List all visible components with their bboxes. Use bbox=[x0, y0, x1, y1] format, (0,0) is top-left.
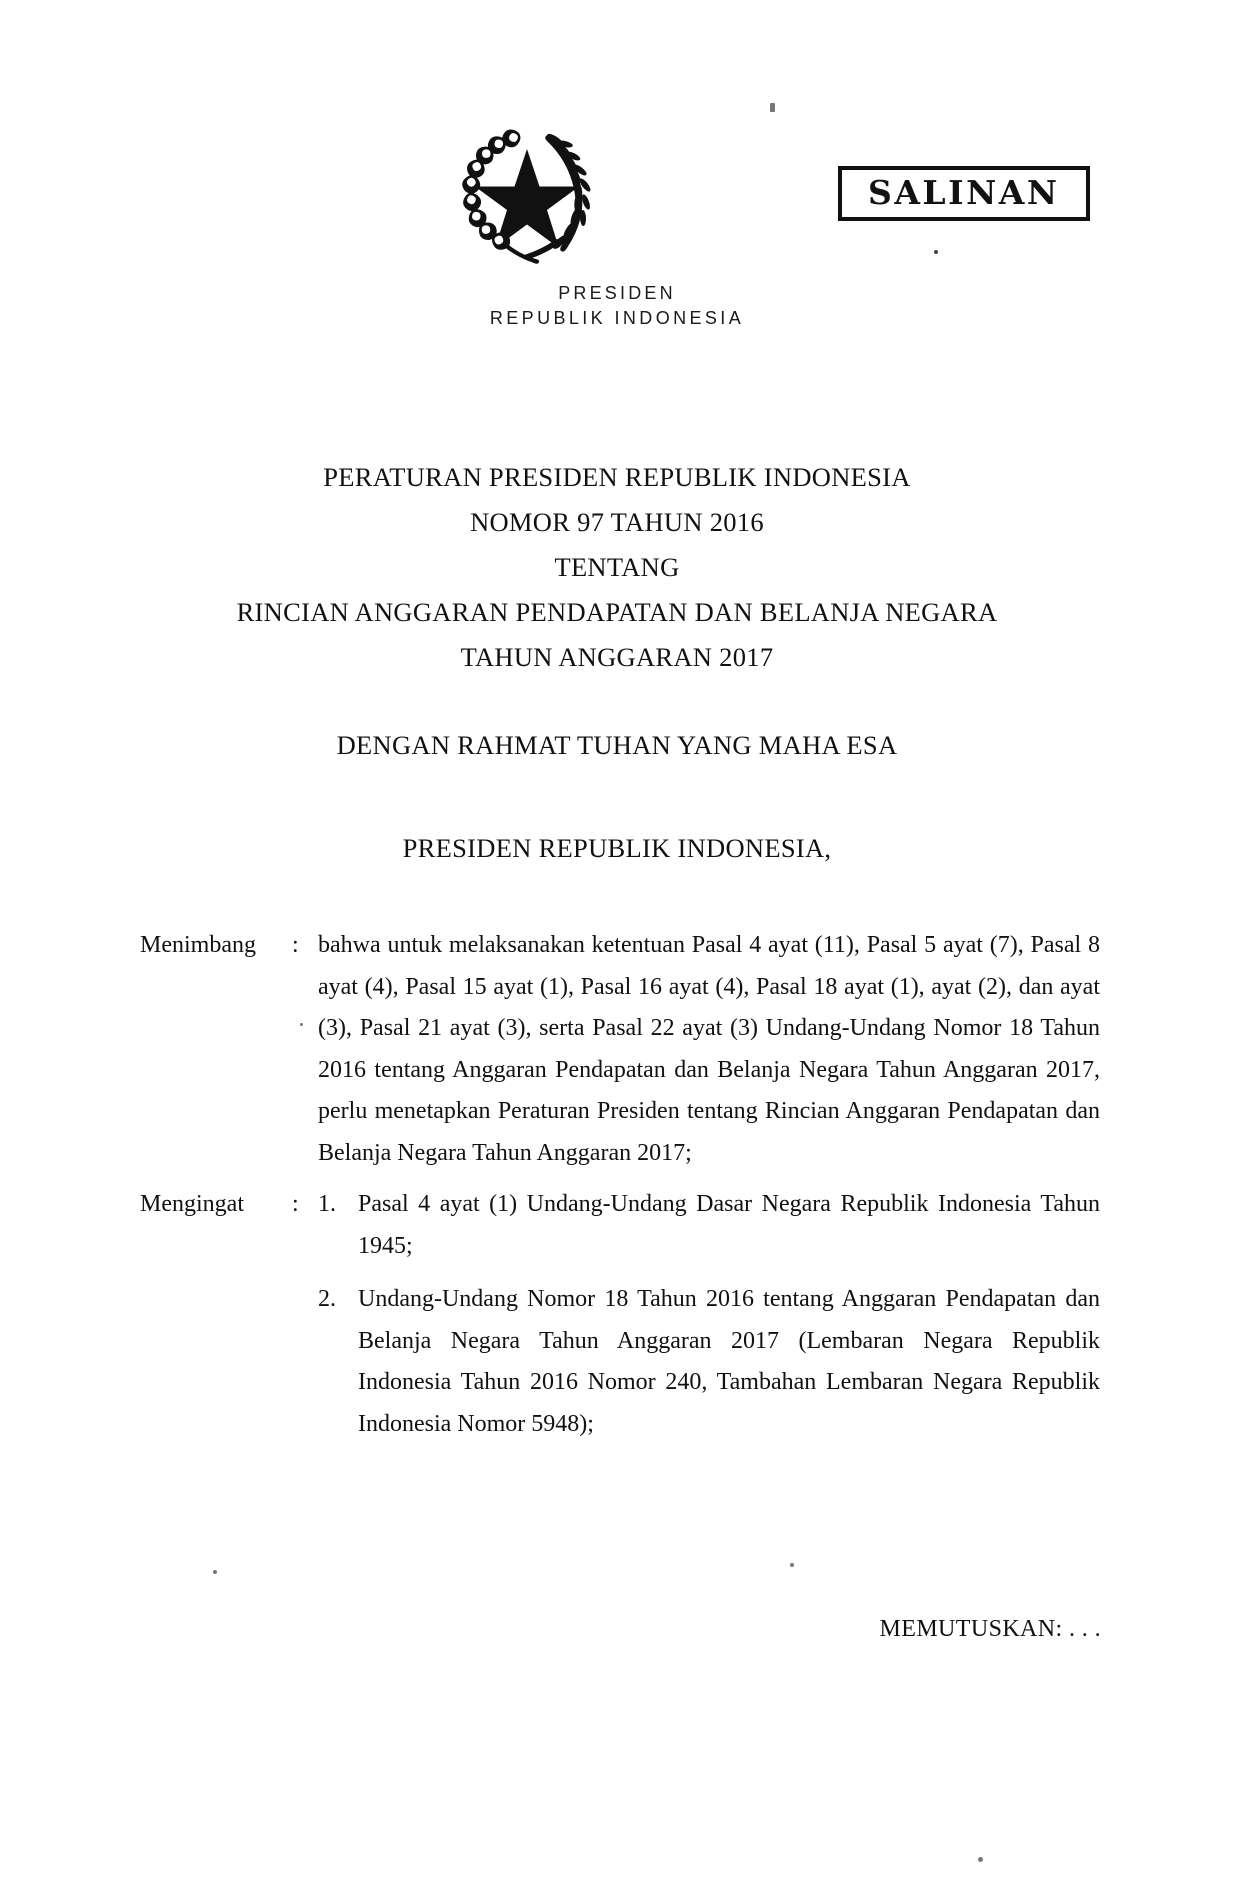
byline-president: PRESIDEN REPUBLIK INDONESIA, bbox=[402, 833, 832, 863]
list-item-marker: 1. bbox=[318, 1191, 336, 1217]
scan-speckle bbox=[978, 1857, 983, 1862]
mengingat-list bbox=[318, 1184, 1100, 1445]
list-item bbox=[318, 1279, 1100, 1445]
title-line-nomor: NOMOR 97 TAHUN 2016 bbox=[470, 507, 764, 537]
continuation-note: MEMUTUSKAN: . . . bbox=[879, 1616, 1101, 1642]
clause-mengingat bbox=[140, 1184, 1100, 1445]
salinan-stamp bbox=[838, 166, 1090, 221]
clause-paragraph: bahwa untuk melaksanakan ketentuan Pasal 4 ayat (11), Pasal 5 ayat (7), Pasal 8 ayat (4), Pasal 15 ayat (1), Pasal 16 ayat (4), Pasal 18 ayat (1), ayat (2), dan ayat (3), Pasal 21 ayat (3), serta Pasal 22 ayat (3) Undang-Undang Nomor 18 Tahun 2016 tentang Anggaran Pendapatan dan Belanja Negara Tahun Anggaran 2017, perlu menetapkan Peraturan Presiden tentang Rincian Anggaran Pendapatan dan Belanja Negara Tahun Anggaran 2017; bbox=[318, 932, 1100, 1166]
list-item-marker: 2. bbox=[318, 1286, 336, 1312]
clause-label-mengingat: Mengingat bbox=[140, 1191, 244, 1217]
list-item-text: Pasal 4 ayat (1) Undang-Undang Dasar Negara Republik Indonesia Tahun 1945; bbox=[358, 1191, 1100, 1259]
letterhead bbox=[0, 281, 1234, 331]
clause-colon-mengingat: : bbox=[292, 1191, 299, 1217]
scan-speckle bbox=[213, 1570, 217, 1574]
clause-menimbang bbox=[140, 925, 1100, 1174]
letterhead-line-presiden: PRESIDEN bbox=[558, 283, 676, 303]
masthead bbox=[0, 118, 1234, 338]
list-item-text: Undang-Undang Nomor 18 Tahun 2016 tentang Anggaran Pendapatan dan Belanja Negara Tahun Anggaran 2017 (Lembaran Negara Republik Indonesia Tahun 2016 Nomor 240, Tambahan Lembaran Negara Republik Indonesia Nomor 5948); bbox=[358, 1286, 1100, 1437]
title-line-tentang: TENTANG bbox=[554, 552, 680, 582]
scan-speckle bbox=[300, 1023, 303, 1026]
scan-speckle bbox=[934, 250, 938, 254]
title-line-peraturan: PERATURAN PRESIDEN REPUBLIK INDONESIA bbox=[323, 462, 911, 492]
clause-text-menimbang bbox=[318, 925, 1100, 1174]
indonesian-presidential-emblem-icon bbox=[447, 118, 607, 268]
invocation-line: DENGAN RAHMAT TUHAN YANG MAHA ESA bbox=[336, 730, 898, 760]
list-item bbox=[318, 1184, 1100, 1267]
salinan-stamp-label: SALINAN bbox=[868, 173, 1060, 212]
document-title-block bbox=[0, 455, 1234, 680]
scan-speckle bbox=[790, 1563, 794, 1567]
clause-text-mengingat bbox=[318, 1184, 1100, 1445]
title-line-fiscal-year: TAHUN ANGGARAN 2017 bbox=[460, 642, 774, 672]
title-line-subject: RINCIAN ANGGARAN PENDAPATAN DAN BELANJA NEGARA bbox=[236, 597, 998, 627]
clause-colon-menimbang: : bbox=[292, 932, 299, 958]
clause-section bbox=[140, 925, 1100, 1455]
letterhead-line-republik-indonesia: REPUBLIK INDONESIA bbox=[489, 308, 745, 328]
clause-label-menimbang: Menimbang bbox=[140, 932, 256, 958]
scan-speckle bbox=[770, 103, 775, 112]
